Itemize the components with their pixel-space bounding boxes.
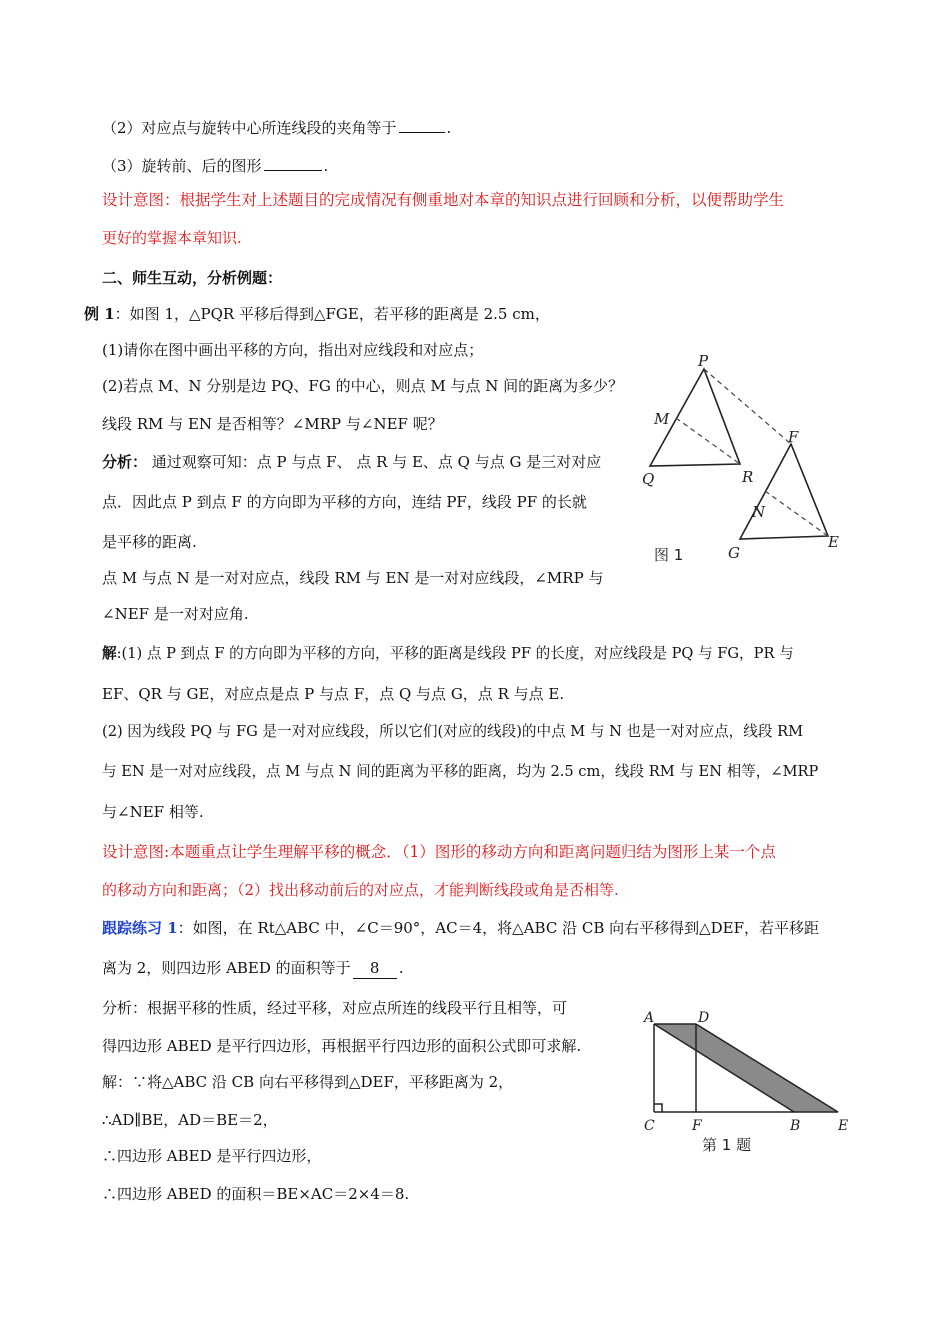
section-heading: 二、师生互动，分析例题： <box>102 269 283 287</box>
figure-1-caption: 图 1 <box>654 546 684 564</box>
figure-2 <box>640 1006 860 1156</box>
translation-segment-pf <box>704 369 791 444</box>
example-1-q1: (1)请你在图中画出平移的方向，指出对应线段和对应点； <box>102 341 484 359</box>
example-1-q2: (2)若点 M、N 分别是边 PQ、FG 的中心，则点 M 与点 N 间的距离为多少？ <box>102 377 624 395</box>
label-n: N <box>752 503 766 521</box>
example-1-q2b: 线段 RM 与 EN 是否相等？∠MRP 与∠NEF 呢？ <box>102 415 443 433</box>
solution-c: (2) 因为线段 PQ 与 FG 是一对对应线段，所以它们(对应的线段)的中点 M 与 N 也是一对对应点，线段 RM <box>102 723 804 740</box>
label-c: C <box>644 1118 655 1134</box>
solution-b: EF、QR 与 GE，对应点是点 P 与点 F，点 Q 与点 G，点 R 与点 E. <box>102 685 565 703</box>
figure-2-caption: 第 1 题 <box>702 1136 752 1154</box>
design-intent-2b: 的移动方向和距离；（2）找出移动前后的对应点，才能判断线段或角是否相等. <box>102 881 619 899</box>
analysis-e: ∠NEF 是一对对应角. <box>102 605 249 623</box>
analysis-b: 点．因此点 P 到点 F 的方向即为平移的方向，连结 PF，线段 PF 的长就 <box>102 493 587 511</box>
example-1-header: 例 1：如图 1，△PQR 平移后得到△FGE，若平移的距离是 2.5 cm， <box>84 305 550 323</box>
label-e: E <box>828 533 839 551</box>
design-intent-2a: 设计意图:本题重点让学生理解平移的概念．（1）图形的移动方向和距离问题归结为图形上某一个点 <box>102 843 776 861</box>
figure-1 <box>628 354 853 574</box>
analysis-d: 点 M 与点 N 是一对对应点，线段 RM 与 EN 是一对对应线段，∠MRP 与 <box>102 569 604 587</box>
shaded-parallelogram <box>654 1024 838 1112</box>
triangle-fge <box>740 444 828 539</box>
label-q: Q <box>642 470 655 488</box>
design-intent-1a: 设计意图：根据学生对上述题目的完成情况有侧重地对本章的知识点进行回顾和分析，以便帮助学生 <box>102 191 785 209</box>
solution-d: 与 EN 是一对对应线段，点 M 与点 N 间的距离为平移的距离，均为 2.5 cm，线段 RM 与 EN 相等，∠MRP <box>102 763 819 780</box>
tracking-exercise-a: 跟踪练习 1：如图，在 Rt△ABC 中，∠C＝90°，AC＝4，将△ABC 沿 CB 向右平移得到△DEF，若平移距 <box>102 919 820 937</box>
answer-filled: 8 <box>353 958 397 979</box>
label-m: M <box>654 410 670 428</box>
median-rm <box>676 418 740 464</box>
practice-solution-d: ∴四边形 ABED 的面积＝BE×AC＝2×4＝8. <box>102 1185 410 1203</box>
analysis-a: 分析： 通过观察可知：点 P 与点 F、 点 R 与 E、点 Q 与点 G 是三对对应 <box>102 453 602 471</box>
solution-a: 解:(1) 点 P 到点 F 的方向即为平移的方向，平移的距离是线段 PF 的长度，对应线段是 PQ 与 FG，PR 与 <box>102 645 794 662</box>
answer-blank[interactable] <box>264 154 322 171</box>
tracking-exercise-b: 离为 2，则四边形 ABED 的面积等于 8 . <box>102 959 404 977</box>
label-e: E <box>838 1118 849 1134</box>
practice-solution-a: 解：∵将△ABC 沿 CB 向右平移得到△DEF，平移距离为 2， <box>102 1073 514 1091</box>
practice-solution-b: ∴AD∥BE，AD＝BE＝2， <box>102 1111 278 1129</box>
practice-analysis-b: 得四边形 ABED 是平行四边形，再根据平行四边形的面积公式即可求解. <box>102 1037 582 1055</box>
answer-blank[interactable] <box>399 116 445 133</box>
label-p: P <box>698 354 709 370</box>
label-a: A <box>644 1010 655 1026</box>
analysis-c: 是平移的距离. <box>102 533 197 551</box>
solution-e: 与∠NEF 相等. <box>102 803 204 821</box>
design-intent-1b: 更好的掌握本章知识. <box>102 229 242 247</box>
practice-analysis-a: 分析：根据平移的性质，经过平移，对应点所连的线段平行且相等，可 <box>102 999 568 1017</box>
practice-solution-c: ∴四边形 ABED 是平行四边形， <box>102 1147 322 1165</box>
label-r: R <box>742 468 754 486</box>
label-f: F <box>692 1118 702 1134</box>
label-f: F <box>788 428 799 446</box>
line-angle-question: （2）对应点与旋转中心所连线段的夹角等于 . <box>102 116 451 138</box>
label-b: B <box>790 1118 801 1134</box>
label-d: D <box>698 1010 710 1026</box>
line-shape-question: （3）旋转前、后的图形 . <box>102 154 328 176</box>
label-g: G <box>728 544 740 562</box>
